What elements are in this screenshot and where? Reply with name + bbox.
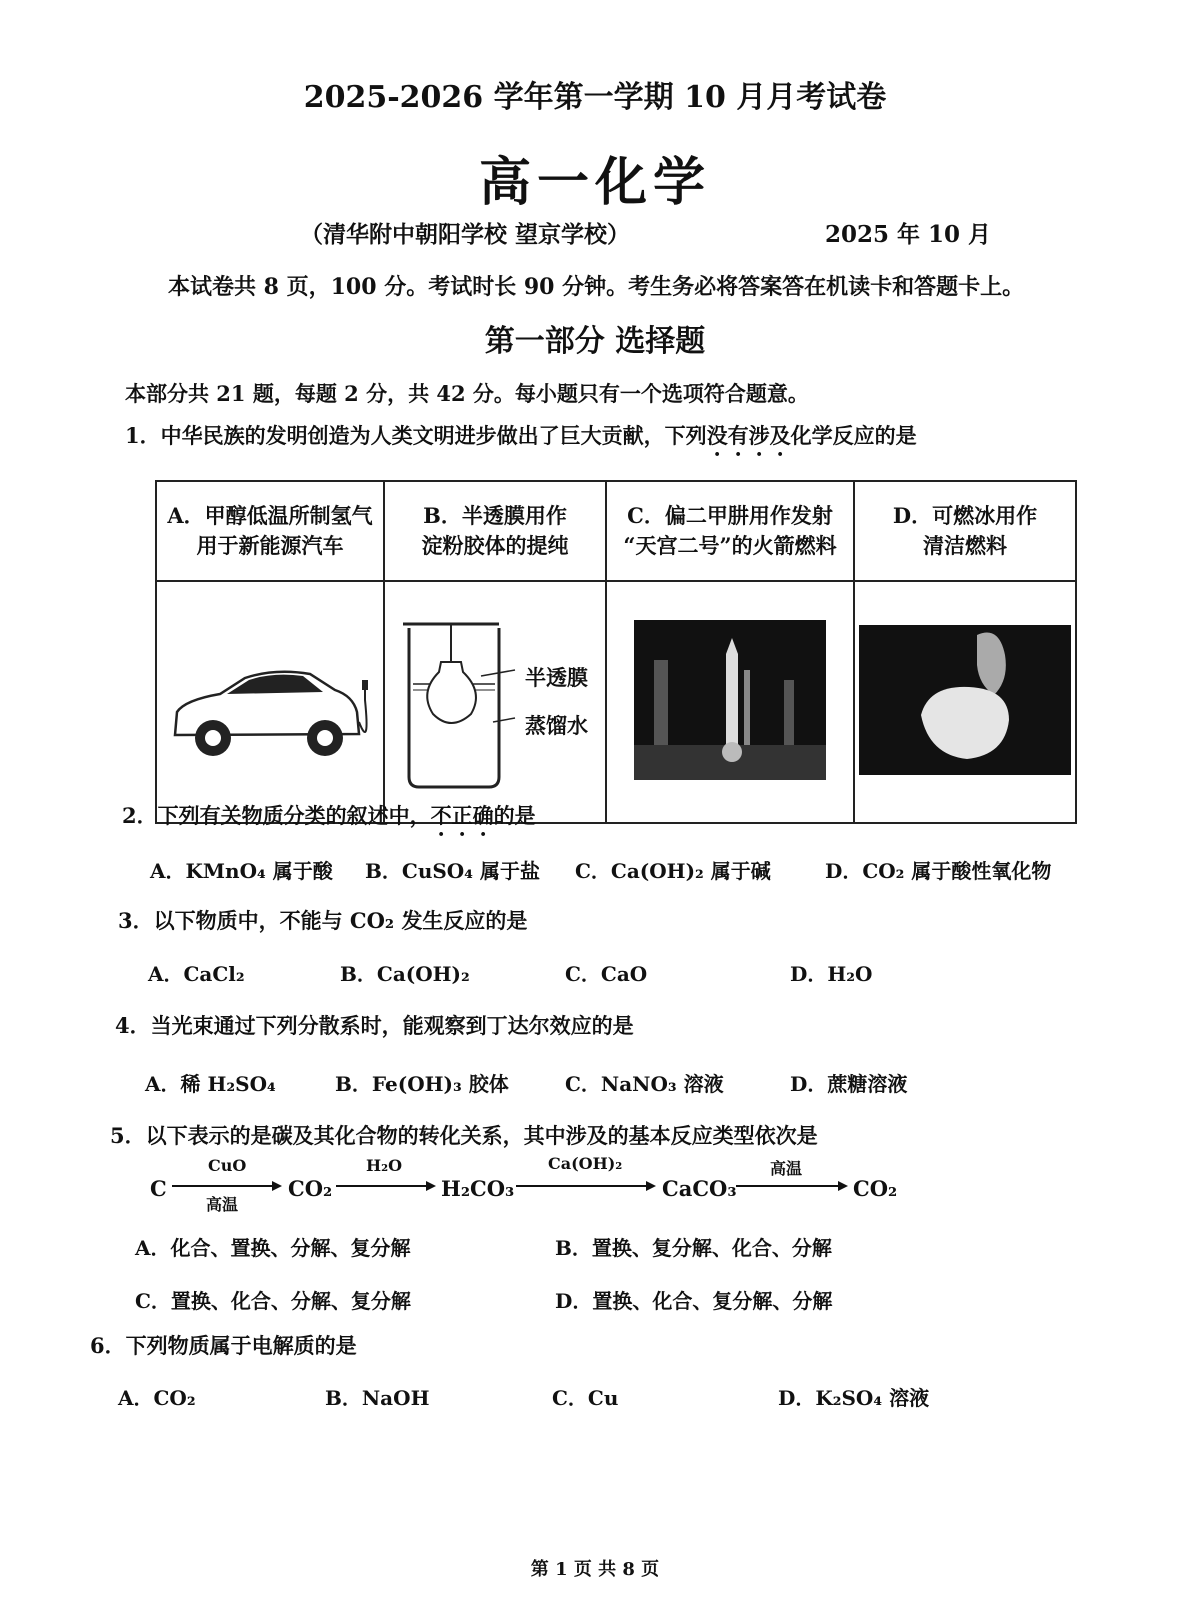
electric-car-icon — [165, 630, 375, 770]
q1-image-c — [606, 581, 854, 823]
question-1-table — [155, 480, 1077, 824]
q3-option-a[interactable]: A．CaCl₂ — [148, 962, 245, 986]
q4-option-a[interactable]: A．稀 H₂SO₄ — [145, 1072, 276, 1096]
question-6-stem: 6．下列物质属于电解质的是 — [90, 1333, 357, 1358]
reaction-chain — [148, 1154, 1068, 1218]
q6-option-b[interactable]: B．NaOH — [325, 1386, 430, 1410]
beaker-membrane-icon — [389, 602, 599, 802]
arrow4-top: 高温 — [770, 1159, 803, 1178]
q1-c-line1: C．偏二甲肼用作发射 — [627, 503, 833, 528]
q1-a-line1: A．甲醇低温所制氢气 — [167, 503, 373, 528]
q1-option-a[interactable] — [156, 481, 384, 581]
q2-option-c[interactable]: C．Ca(OH)₂ 属于碱 — [575, 859, 771, 883]
question-1-stem — [125, 420, 917, 461]
q1-image-d — [854, 581, 1076, 823]
exam-title: 2025-2026 学年第一学期 10 月月考试卷 — [303, 80, 887, 115]
question-4-stem: 4．当光束通过下列分散系时，能观察到丁达尔效应的是 — [115, 1013, 634, 1038]
membrane-label: 半透膜 — [525, 665, 588, 690]
rocket-launch-icon — [634, 620, 826, 780]
q5-option-c[interactable]: C．置换、化合、分解、复分解 — [135, 1289, 411, 1313]
q3-option-d[interactable]: D．H₂O — [790, 962, 873, 986]
species-co2-b: CO₂ — [853, 1176, 898, 1201]
part-instruction: 本部分共 21 题，每题 2 分，共 42 分。每小题只有一个选项符合题意。 — [125, 381, 809, 406]
question-5-stem: 5．以下表示的是碳及其化合物的转化关系，其中涉及的基本反应类型依次是 — [110, 1123, 818, 1148]
q6-option-c[interactable]: C．Cu — [552, 1386, 619, 1410]
arrow1-bottom: 高温 — [206, 1195, 239, 1214]
q2-stem-emphasis: 不正确 — [430, 803, 494, 828]
q1-option-d[interactable] — [854, 481, 1076, 581]
q1-a-line2: 用于新能源汽车 — [196, 533, 344, 558]
q2-stem-start: 2．下列有关物质分类的叙述中， — [122, 803, 431, 828]
arrow-4 — [736, 1180, 848, 1192]
water-label: 蒸馏水 — [525, 713, 588, 738]
arrow-3 — [516, 1180, 656, 1192]
q2-option-d[interactable]: D．CO₂ 属于酸性氧化物 — [825, 859, 1052, 883]
q1-option-b[interactable] — [384, 481, 606, 581]
page-footer: 第 1 页 共 8 页 — [530, 1559, 660, 1580]
q5-option-a[interactable]: A．化合、置换、分解、复分解 — [135, 1236, 411, 1260]
q2-stem-end: 的是 — [493, 803, 536, 828]
question-3-stem: 3．以下物质中，不能与 CO₂ 发生反应的是 — [118, 908, 528, 933]
question-2-stem — [122, 800, 536, 841]
q6-option-d[interactable]: D．K₂SO₄ 溶液 — [778, 1386, 930, 1410]
q5-option-b[interactable]: B．置换、复分解、化合、分解 — [555, 1236, 832, 1260]
exam-notice: 本试卷共 8 页，100 分。考试时长 90 分钟。考生务必将答案答在机读卡和答题卡上。 — [168, 274, 1025, 300]
q1-b-line2: 淀粉胶体的提纯 — [421, 533, 569, 558]
species-c: C — [150, 1176, 167, 1201]
part-title: 第一部分 选择题 — [484, 324, 706, 359]
q1-d-line1: D．可燃冰用作 — [892, 503, 1038, 528]
q1-c-line2: “天宫二号”的火箭燃料 — [623, 533, 837, 558]
subject-title: 高一化学 — [478, 152, 711, 213]
arrow-2 — [336, 1180, 436, 1192]
q5-option-d[interactable]: D．置换、化合、复分解、分解 — [555, 1289, 833, 1313]
q4-option-b[interactable]: B．Fe(OH)₃ 胶体 — [335, 1072, 509, 1096]
q1-image-b — [384, 581, 606, 823]
q2-option-a[interactable]: A．KMnO₄ 属于酸 — [150, 859, 333, 883]
q1-option-c[interactable] — [606, 481, 854, 581]
q1-stem-start: 1．中华民族的发明创造为人类文明进步做出了巨大贡献，下列 — [125, 423, 707, 448]
species-caco3: CaCO₃ — [662, 1176, 737, 1201]
q1-b-line1: B．半透膜用作 — [423, 503, 567, 528]
combustible-ice-icon — [859, 625, 1071, 775]
arrow-1 — [172, 1180, 282, 1192]
school-name: （清华附中朝阳学校 望京学校） — [300, 221, 631, 248]
q3-option-b[interactable]: B．Ca(OH)₂ — [340, 962, 470, 986]
arrow3-top: Ca(OH)₂ — [548, 1154, 623, 1173]
species-h2co3: H₂CO₃ — [441, 1176, 515, 1201]
q3-option-c[interactable]: C．CaO — [565, 962, 648, 986]
q1-d-line2: 清洁燃料 — [923, 533, 1007, 558]
q1-stem-end: 化学反应的是 — [790, 423, 917, 448]
q6-option-a[interactable]: A．CO₂ — [118, 1386, 196, 1410]
exam-date: 2025 年 10 月 — [825, 221, 992, 248]
q4-option-d[interactable]: D．蔗糖溶液 — [790, 1072, 908, 1096]
q2-option-b[interactable]: B．CuSO₄ 属于盐 — [365, 859, 540, 883]
arrow1-top: CuO — [208, 1156, 247, 1175]
q1-stem-emphasis: 没有涉及 — [706, 423, 791, 448]
species-co2-a: CO₂ — [288, 1176, 333, 1201]
arrow2-top: H₂O — [366, 1156, 403, 1175]
q1-image-a — [156, 581, 384, 823]
q4-option-c[interactable]: C．NaNO₃ 溶液 — [565, 1072, 724, 1096]
